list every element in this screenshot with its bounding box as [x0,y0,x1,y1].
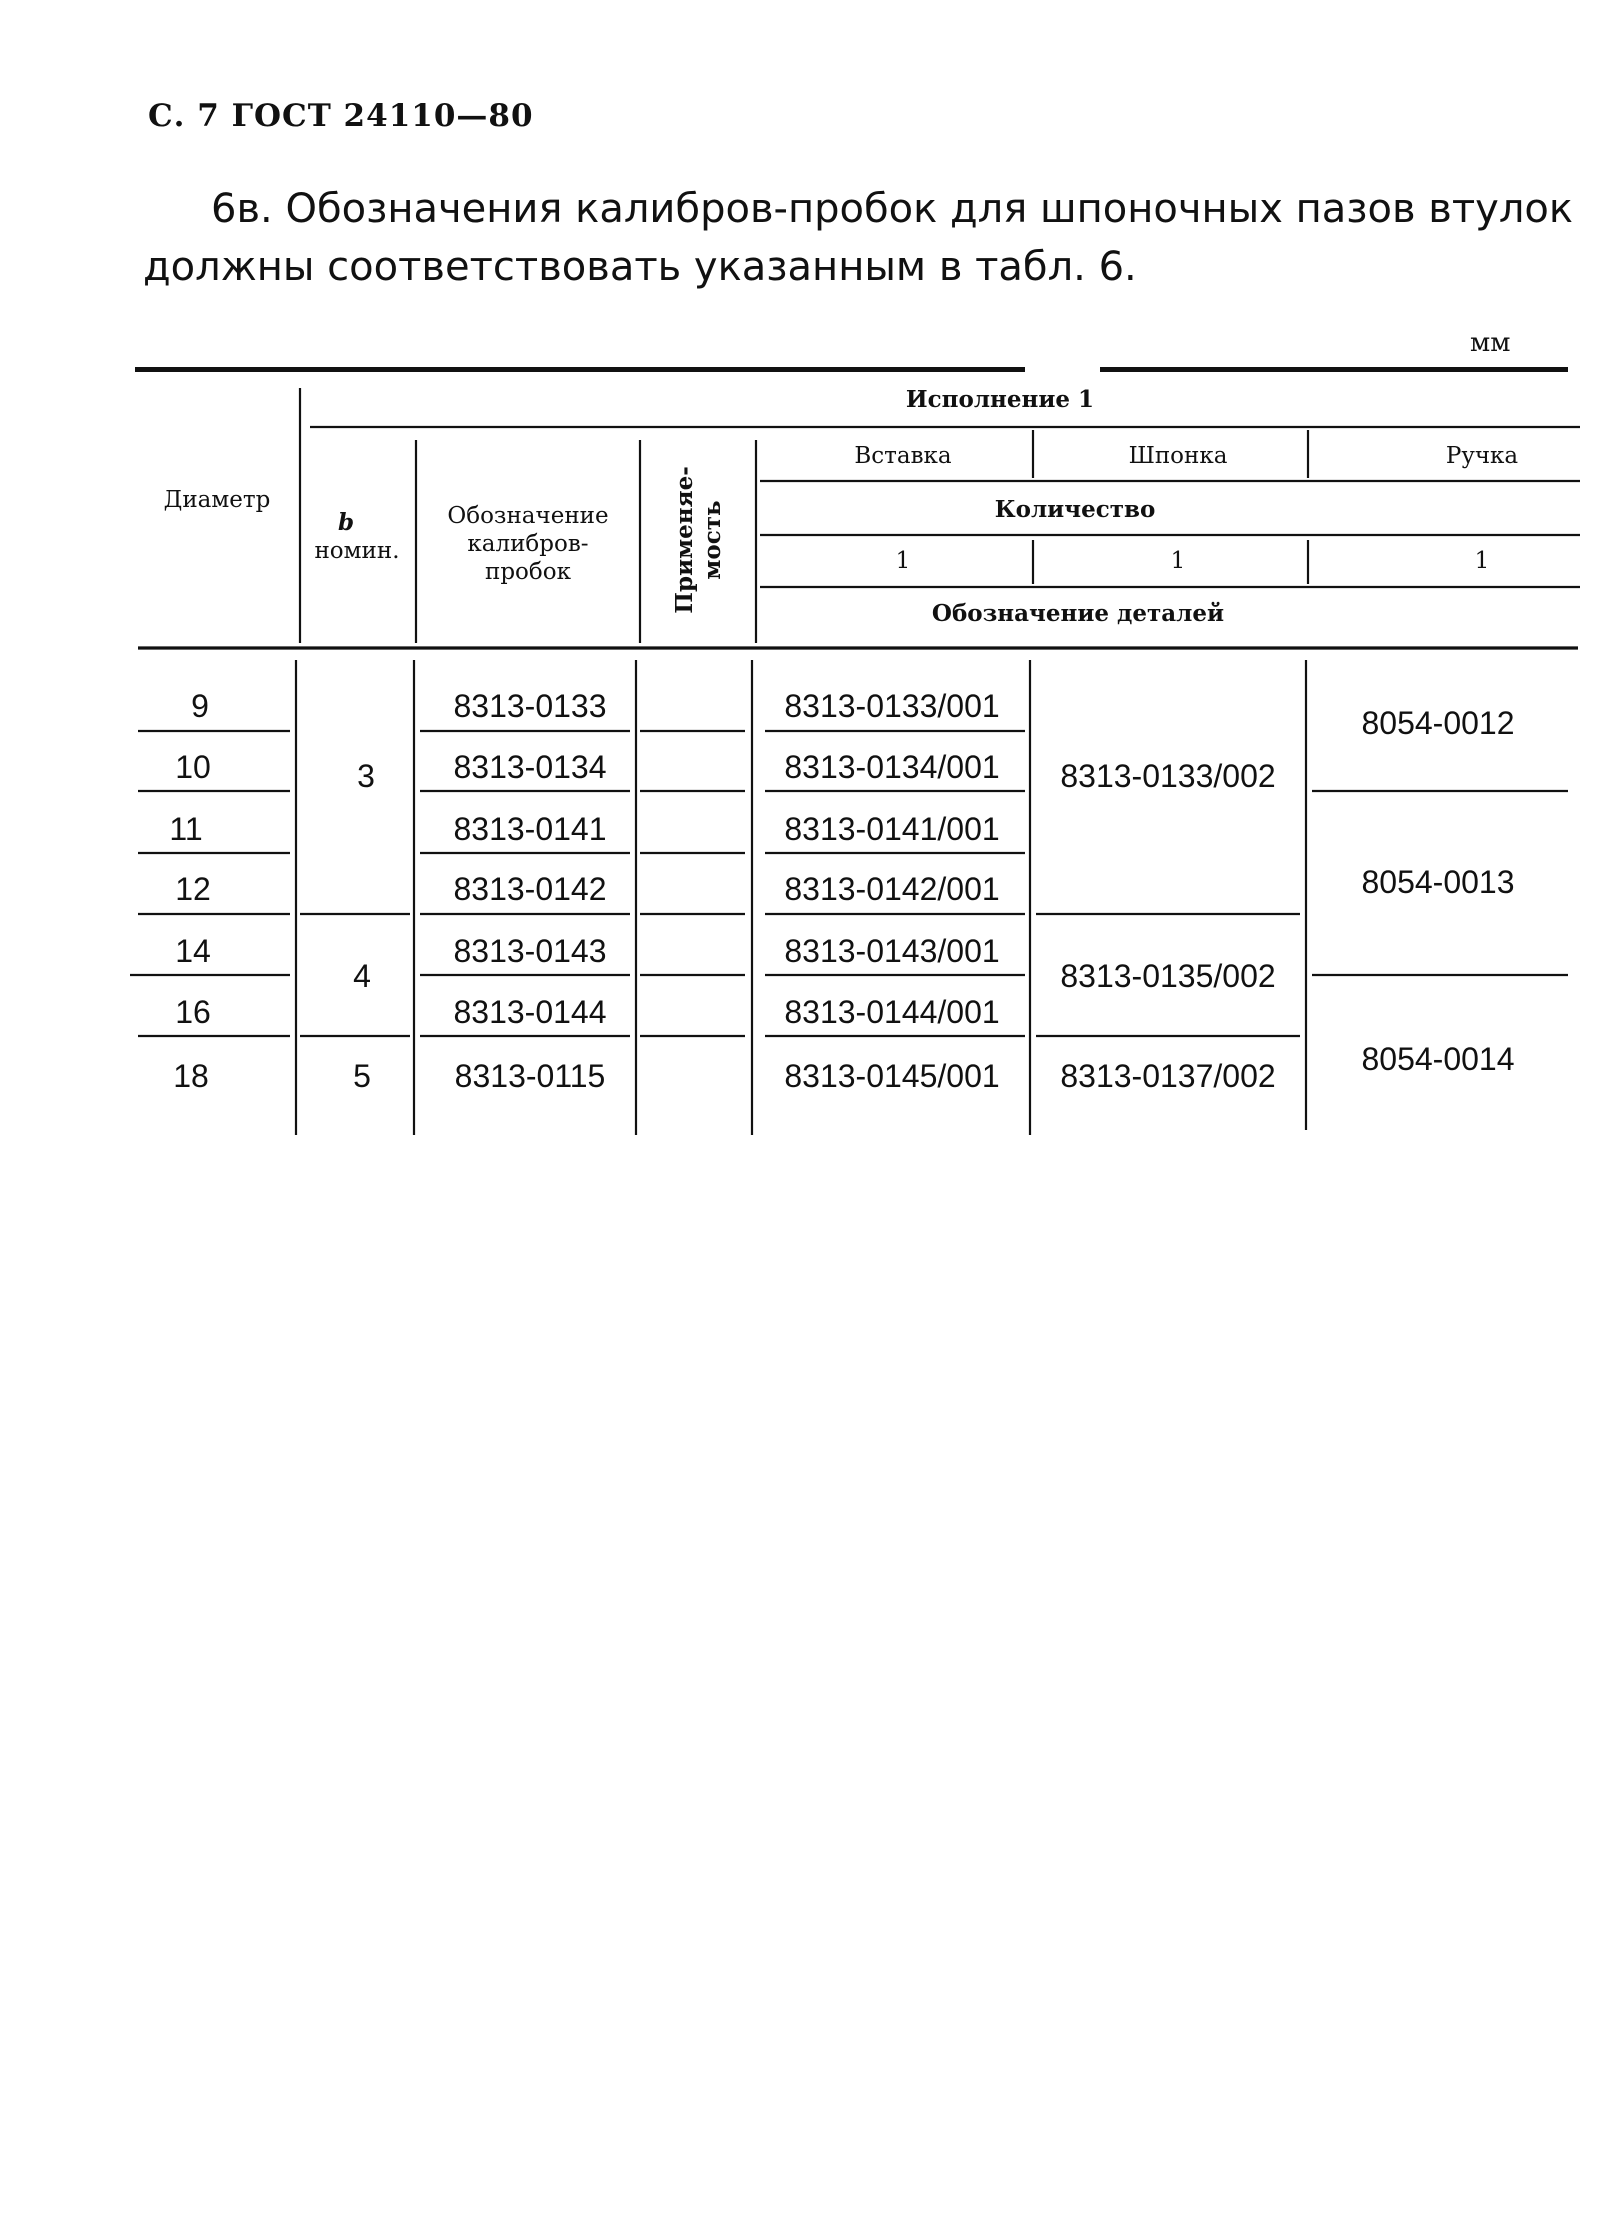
gauge-designation-cell: 8313-0134 [453,749,607,785]
header-applicability-2: мость [699,500,726,580]
gauge-designation-cell: 8313-0142 [453,871,607,907]
insert-designation-cell: 8313-0143/001 [784,933,1000,969]
insert-designation-cell: 8313-0145/001 [784,1058,1000,1094]
header-execution: Исполнение 1 [905,386,1095,413]
unit-label: мм [1470,328,1511,358]
header-b-nominal: номин. [314,538,400,564]
handle-designation-cell: 8054-0013 [1361,864,1515,900]
header-b-symbol: b [337,509,355,536]
header-designation-2: калибров- [467,531,589,557]
insert-designation-cell: 8313-0142/001 [784,871,1000,907]
gauge-designation-cell: 8313-0115 [454,1058,606,1094]
paragraph-line-2: должны соответствовать указанным в табл. 6. [143,244,1137,290]
gauge-designation-cell: 8313-0141 [453,811,607,847]
header-quantity: Количество [994,496,1156,523]
b-value-cell: 3 [357,758,375,794]
key-designation-cell: 8313-0133/002 [1060,758,1276,794]
header-diameter: Диаметр [163,487,271,513]
header-key: Шпонка [1128,443,1228,469]
qty-key: 1 [1170,548,1186,574]
qty-insert: 1 [895,548,911,574]
diameter-cell: 12 [175,871,211,907]
b-value-cell: 5 [353,1058,371,1094]
paragraph-line-1: 6в. Обозначения калибров-пробок для шпоночных пазов втулок [211,186,1574,232]
header-insert: Вставка [854,443,952,469]
b-value-cell: 4 [353,958,371,994]
header-parts-designation: Обозначение деталей [931,600,1225,627]
diameter-cell: 18 [173,1058,209,1094]
insert-designation-cell: 8313-0144/001 [784,994,1000,1030]
diameter-cell: 11 [169,811,203,847]
header-designation-3: пробок [485,559,571,585]
key-designation-cell: 8313-0135/002 [1060,958,1276,994]
header-handle: Ручка [1445,443,1519,469]
insert-designation-cell: 8313-0133/001 [784,688,1000,724]
header-designation-1: Обозначение [447,503,609,529]
diameter-cell: 10 [175,749,211,785]
handle-designation-cell: 8054-0014 [1361,1041,1515,1077]
diameter-cell: 16 [175,994,211,1030]
gauge-designation-cell: 8313-0144 [453,994,607,1030]
insert-designation-cell: 8313-0141/001 [784,811,1000,847]
header-applicability-1: Применяе- [671,466,698,614]
key-designation-cell: 8313-0137/002 [1060,1058,1276,1094]
insert-designation-cell: 8313-0134/001 [784,749,1000,785]
gauge-designation-cell: 8313-0133 [453,688,607,724]
diameter-cell: 9 [191,688,209,724]
qty-handle: 1 [1474,548,1490,574]
page-header: С. 7 ГОСТ 24110—80 [148,98,534,134]
handle-designation-cell: 8054-0012 [1361,705,1515,741]
gauge-designation-cell: 8313-0143 [453,933,607,969]
diameter-cell: 14 [175,933,211,969]
